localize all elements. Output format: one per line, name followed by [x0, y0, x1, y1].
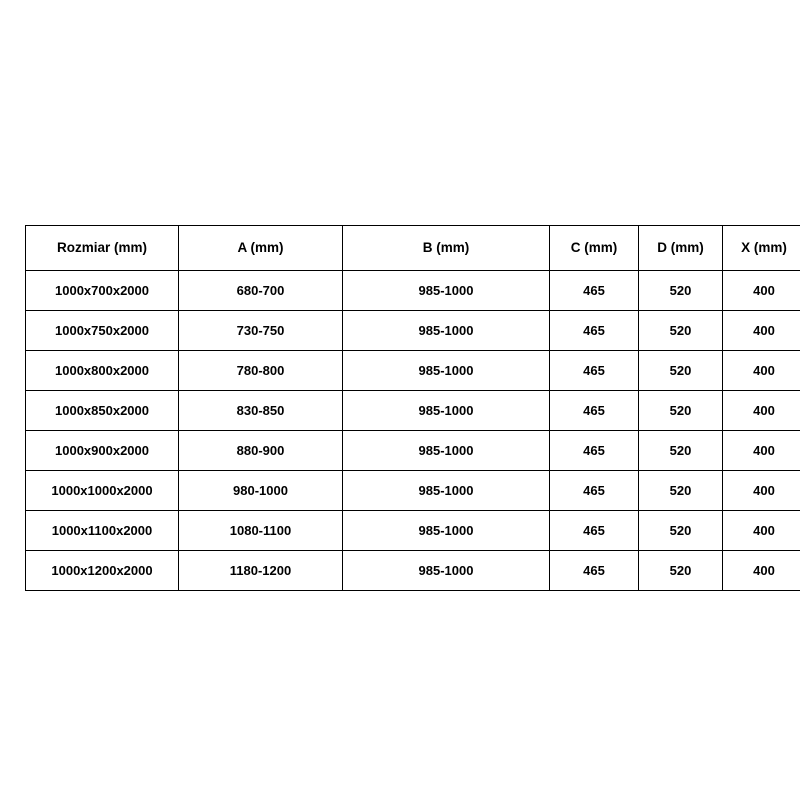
cell-b: 985-1000	[343, 271, 550, 311]
cell-b: 985-1000	[343, 511, 550, 551]
cell-a: 880-900	[179, 431, 343, 471]
cell-a: 780-800	[179, 351, 343, 391]
cell-rozmiar: 1000x850x2000	[26, 391, 179, 431]
cell-rozmiar: 1000x700x2000	[26, 271, 179, 311]
table-row	[26, 511, 800, 551]
cell-d: 520	[639, 471, 723, 511]
cell-rozmiar: 1000x1200x2000	[26, 551, 179, 591]
cell-x: 400	[723, 471, 800, 511]
table-row	[26, 391, 800, 431]
cell-c: 465	[550, 311, 639, 351]
cell-c: 465	[550, 471, 639, 511]
cell-c: 465	[550, 511, 639, 551]
table-row	[26, 271, 800, 311]
table-row	[26, 551, 800, 591]
cell-c: 465	[550, 351, 639, 391]
cell-b: 985-1000	[343, 391, 550, 431]
cell-b: 985-1000	[343, 351, 550, 391]
cell-d: 520	[639, 511, 723, 551]
cell-d: 520	[639, 311, 723, 351]
cell-c: 465	[550, 551, 639, 591]
cell-c: 465	[550, 431, 639, 471]
cell-d: 520	[639, 431, 723, 471]
cell-b: 985-1000	[343, 431, 550, 471]
cell-rozmiar: 1000x1000x2000	[26, 471, 179, 511]
column-header-c: C (mm)	[550, 226, 639, 271]
column-header-a: A (mm)	[179, 226, 343, 271]
cell-c: 465	[550, 271, 639, 311]
table-row	[26, 311, 800, 351]
cell-d: 520	[639, 391, 723, 431]
cell-rozmiar: 1000x750x2000	[26, 311, 179, 351]
table-body	[26, 271, 800, 591]
cell-a: 730-750	[179, 311, 343, 351]
table-header	[26, 226, 800, 271]
cell-d: 520	[639, 271, 723, 311]
table-row	[26, 431, 800, 471]
column-header-b: B (mm)	[343, 226, 550, 271]
cell-a: 1180-1200	[179, 551, 343, 591]
column-header-rozmiar: Rozmiar (mm)	[26, 226, 179, 271]
cell-rozmiar: 1000x900x2000	[26, 431, 179, 471]
table-header-row	[26, 226, 800, 271]
cell-a: 980-1000	[179, 471, 343, 511]
column-header-d: D (mm)	[639, 226, 723, 271]
cell-rozmiar: 1000x1100x2000	[26, 511, 179, 551]
cell-d: 520	[639, 351, 723, 391]
cell-x: 400	[723, 351, 800, 391]
table-row	[26, 471, 800, 511]
column-header-x: X (mm)	[723, 226, 800, 271]
cell-d: 520	[639, 551, 723, 591]
cell-x: 400	[723, 511, 800, 551]
cell-a: 1080-1100	[179, 511, 343, 551]
cell-x: 400	[723, 271, 800, 311]
spec-table-container	[25, 225, 787, 591]
cell-x: 400	[723, 391, 800, 431]
cell-c: 465	[550, 391, 639, 431]
cell-x: 400	[723, 551, 800, 591]
cell-b: 985-1000	[343, 551, 550, 591]
cell-b: 985-1000	[343, 311, 550, 351]
cell-rozmiar: 1000x800x2000	[26, 351, 179, 391]
cell-x: 400	[723, 311, 800, 351]
cell-x: 400	[723, 431, 800, 471]
cell-a: 680-700	[179, 271, 343, 311]
cell-b: 985-1000	[343, 471, 550, 511]
dimensions-table	[25, 225, 800, 591]
cell-a: 830-850	[179, 391, 343, 431]
table-row	[26, 351, 800, 391]
